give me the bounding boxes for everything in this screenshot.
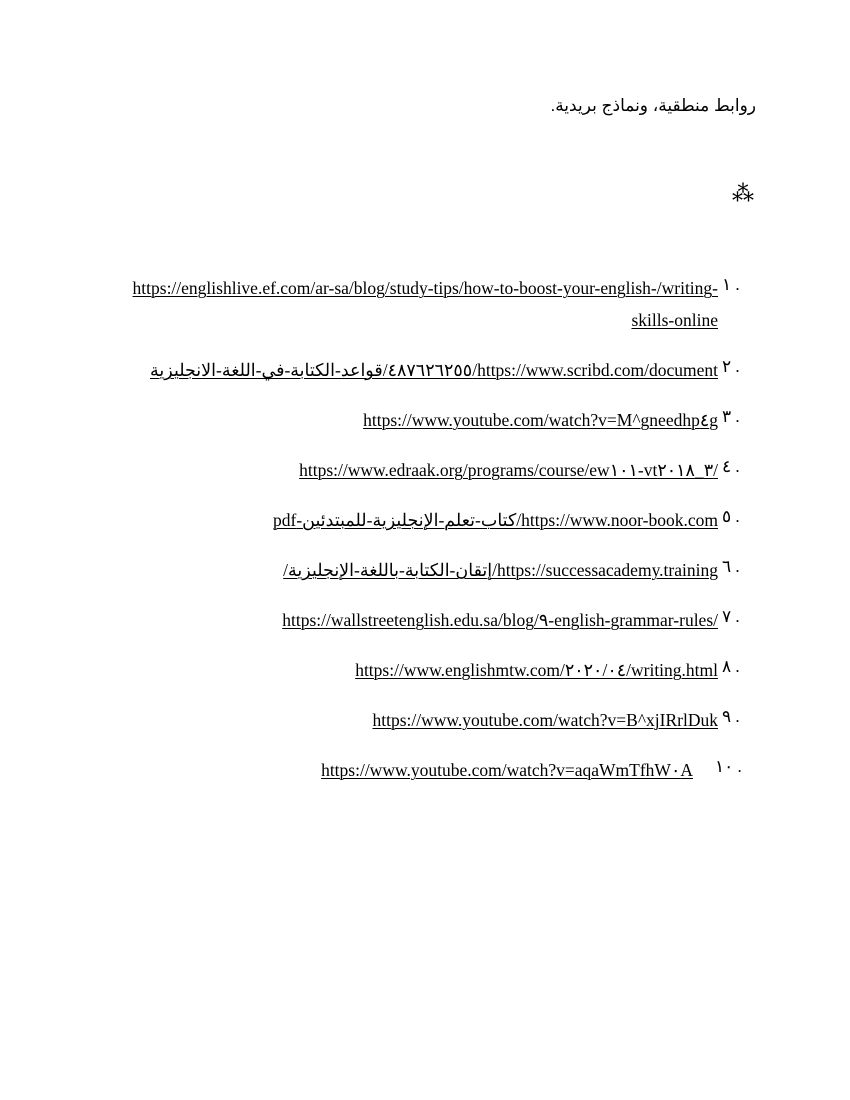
reference-item bbox=[0, 552, 850, 602]
reference-number: ٣ . bbox=[722, 407, 740, 426]
reference-list bbox=[0, 270, 850, 802]
reference-link[interactable]: https://www.englishmtw.com/٢٠٢٠/٠٤/writing.html bbox=[355, 660, 718, 680]
reference-number: ٥ . bbox=[722, 507, 740, 526]
reference-link[interactable]: https://www.youtube.com/watch?v=B^xjIRrlDuk bbox=[372, 710, 718, 730]
reference-number: ٦ . bbox=[722, 557, 740, 576]
reference-number: ١٠ . bbox=[715, 757, 742, 776]
reference-number: ٨ . bbox=[722, 657, 740, 676]
reference-link[interactable]: https://www.youtube.com/watch?v=M^gneedhp٤g bbox=[363, 410, 718, 430]
reference-item bbox=[0, 502, 850, 552]
reference-link[interactable]: https://englishlive.ef.com/ar-sa/blog/study-tips/how-to-boost-your-english-/writing-skills-online bbox=[132, 278, 718, 330]
reference-item bbox=[0, 702, 850, 752]
reference-number: ٢ . bbox=[722, 357, 740, 376]
reference-number: ٩ . bbox=[722, 707, 740, 726]
reference-number: ٤ . bbox=[722, 457, 740, 476]
intro-text: روابط منطقية، ونماذج بريدية. bbox=[550, 96, 756, 115]
reference-item bbox=[0, 270, 850, 352]
reference-item bbox=[0, 652, 850, 702]
reference-link[interactable]: https://www.youtube.com/watch?v=aqaWmTfhW٠A bbox=[321, 760, 693, 780]
reference-item bbox=[0, 452, 850, 502]
reference-link[interactable]: https://www.edraak.org/programs/course/ew١٠١-vt٣_٢٠١٨/ bbox=[299, 460, 718, 480]
reference-link[interactable]: https://www.noor-book.com/كتاب-تعلم-الإنجليزية-للمبتدئين-pdf bbox=[273, 510, 718, 530]
reference-item bbox=[0, 352, 850, 402]
reference-item bbox=[0, 602, 850, 652]
reference-item bbox=[0, 752, 850, 802]
reference-link[interactable]: https://successacademy.training/إتقان-الكتابة-باللغة-الإنجليزية/ bbox=[283, 560, 718, 580]
reference-number: ١ . bbox=[722, 275, 740, 294]
reference-number: ٧ . bbox=[722, 607, 740, 626]
reference-link[interactable]: https://wallstreetenglish.edu.sa/blog/٩-english-grammar-rules/ bbox=[282, 610, 718, 630]
reference-link[interactable]: https://www.scribd.com/document/٤٨٧٦٢٦٢٥٥/قواعد-الكتابة-في-اللغة-الانجليزية bbox=[150, 360, 718, 380]
asterism-separator: ⁂ bbox=[732, 181, 754, 206]
reference-item bbox=[0, 402, 850, 452]
